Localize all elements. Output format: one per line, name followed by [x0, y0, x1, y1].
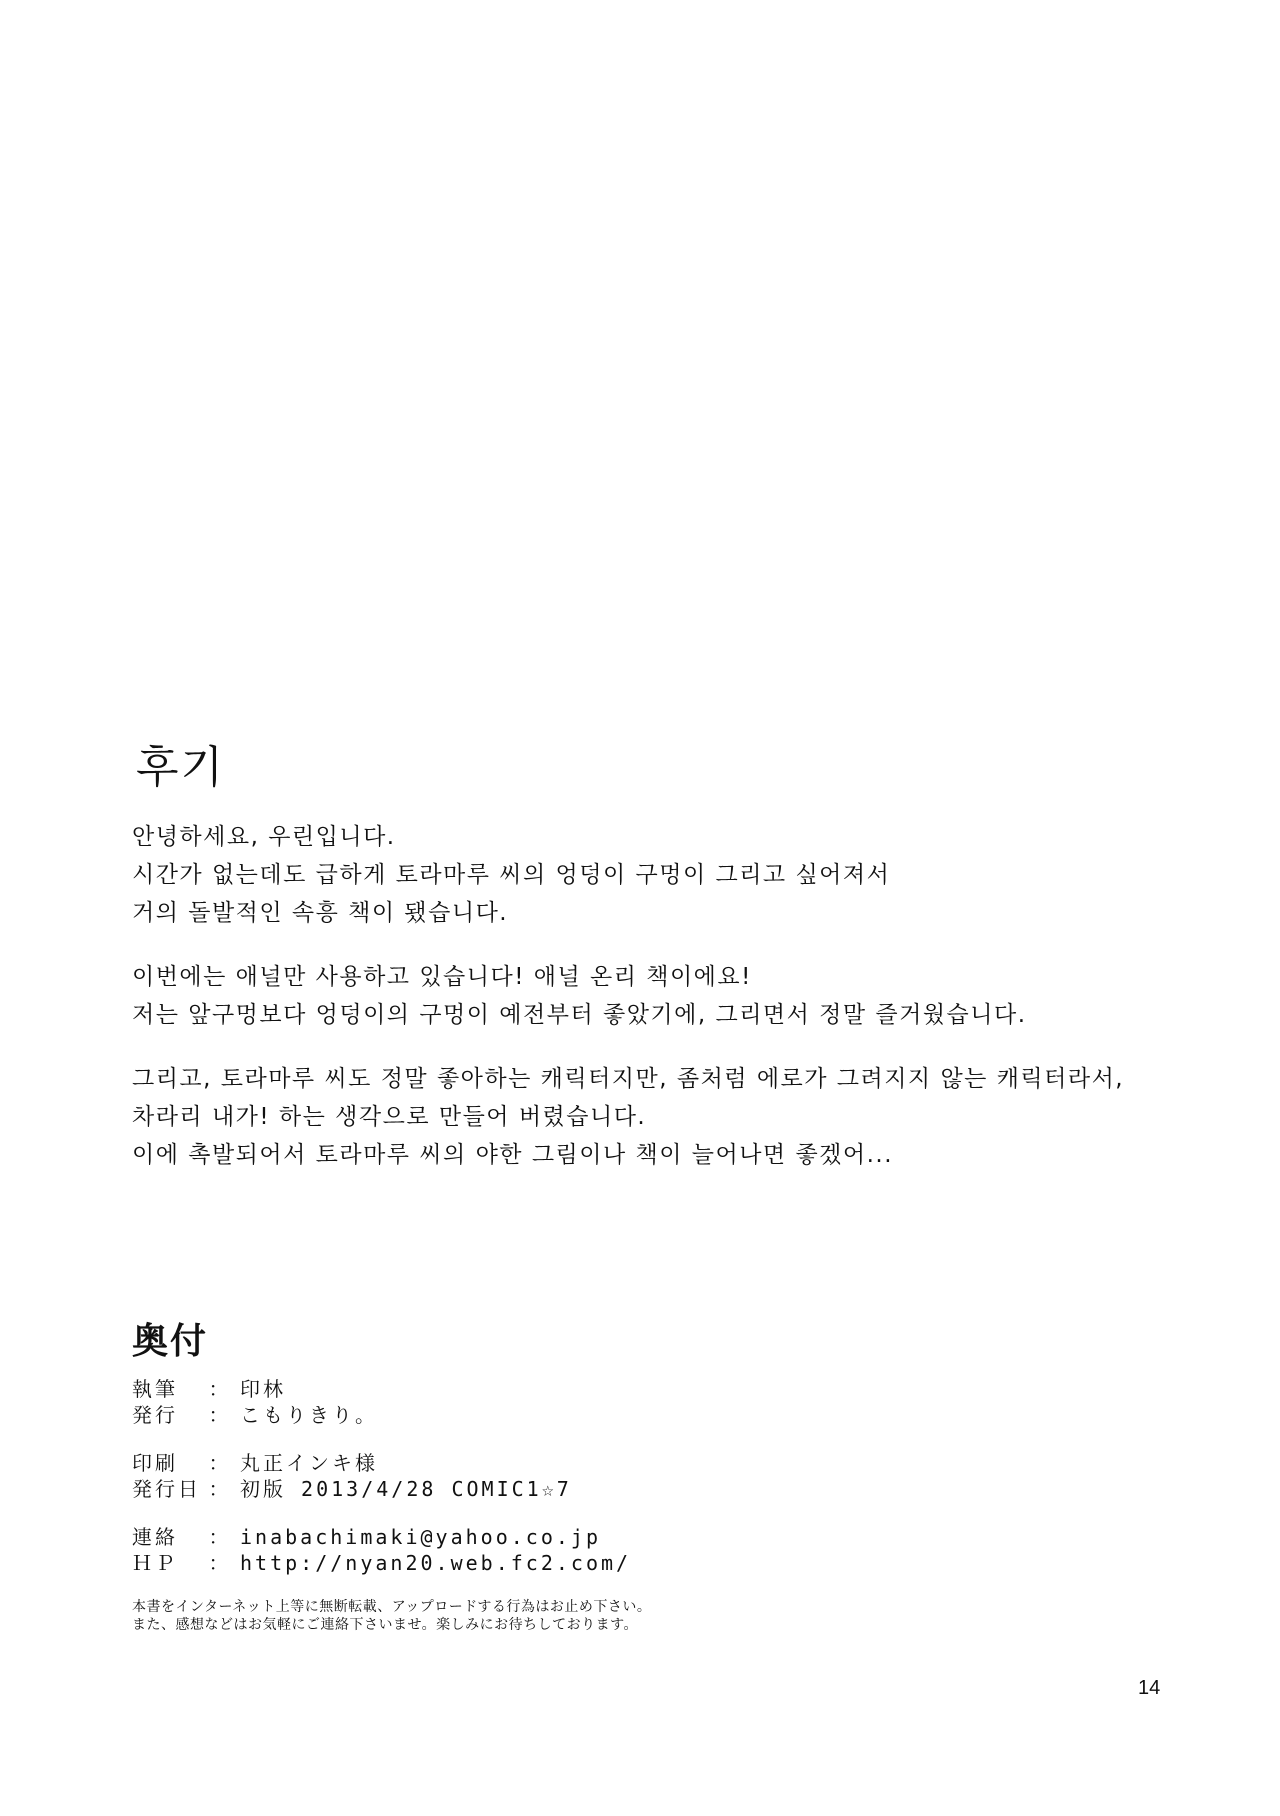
notice-line: 本書をインターネット上等に無断転載、アップロードする行為はお止め下さい。 — [132, 1599, 652, 1615]
afterword-title: 후기 — [136, 742, 226, 793]
info-label: 発行 — [132, 1403, 178, 1427]
info-label: 発行日 — [132, 1477, 201, 1501]
info-value: 丸正インキ様 — [240, 1451, 378, 1475]
colophon-row-date — [132, 1476, 1032, 1502]
afterword-paragraph — [132, 1060, 1152, 1174]
info-label: ＨＰ — [132, 1551, 178, 1575]
info-separator: ： — [208, 1377, 232, 1401]
info-label: 執筆 — [132, 1377, 178, 1401]
colophon-title: 奥付 — [132, 1320, 209, 1362]
afterword-line: 저는 앞구멍보다 엉덩이의 구멍이 예전부터 좋았기에, 그리면서 정말 즐거웠습니다. — [132, 1002, 1027, 1028]
afterword-paragraph — [132, 818, 1152, 932]
email-value: inabachimaki@yahoo.co.jp — [240, 1525, 601, 1549]
homepage-value: http://nyan20.web.fc2.com/ — [240, 1551, 632, 1575]
page-number: 14 — [1138, 1677, 1161, 1699]
colophon-row-author — [132, 1376, 1032, 1402]
info-label: 印刷 — [132, 1451, 178, 1475]
info-value: こもりきり。 — [240, 1403, 378, 1427]
colophon-group-contact — [132, 1524, 1032, 1576]
afterword-section — [132, 740, 1152, 1200]
colophon-group-printing — [132, 1450, 1032, 1502]
notice-line: また、感想などはお気軽にご連絡下さいませ。楽しみにお待ちしております。 — [132, 1617, 638, 1633]
afterword-line: 안녕하세요, 우린입니다. — [132, 824, 396, 850]
colophon-group-credits — [132, 1376, 1032, 1428]
info-separator: ： — [208, 1477, 232, 1501]
colophon-row-publisher — [132, 1402, 1032, 1428]
afterword-line: 이번에는 애널만 사용하고 있습니다! 애널 온리 책이에요! — [132, 964, 752, 990]
info-value: 印林 — [240, 1377, 286, 1401]
colophon-section — [132, 1318, 1032, 1634]
info-separator: ： — [208, 1403, 232, 1427]
afterword-line: 이에 촉발되어서 토라마루 씨의 야한 그림이나 책이 늘어나면 좋겠어... — [132, 1142, 894, 1168]
afterword-line: 차라리 내가! 하는 생각으로 만들어 버렸습니다. — [132, 1104, 647, 1130]
colophon-row-homepage — [132, 1550, 1032, 1576]
info-separator: ： — [208, 1525, 232, 1549]
info-separator: ： — [208, 1551, 232, 1575]
info-value: 初版 2013/4/28 COMIC1☆7 — [240, 1477, 572, 1501]
colophon-row-printer — [132, 1450, 1032, 1476]
afterword-line: 거의 돌발적인 속흥 책이 됐습니다. — [132, 900, 509, 926]
afterword-paragraph — [132, 958, 1152, 1034]
copyright-notice — [132, 1598, 1032, 1634]
afterword-line: 그리고, 토라마루 씨도 정말 좋아하는 캐릭터지만, 좀처럼 에로가 그려지지 않는 캐릭터라서, — [132, 1066, 1125, 1092]
info-label: 連絡 — [132, 1525, 178, 1549]
info-separator: ： — [208, 1451, 232, 1475]
afterword-line: 시간가 없는데도 급하게 토라마루 씨의 엉덩이 구멍이 그리고 싶어져서 — [132, 862, 891, 888]
colophon-row-email — [132, 1524, 1032, 1550]
